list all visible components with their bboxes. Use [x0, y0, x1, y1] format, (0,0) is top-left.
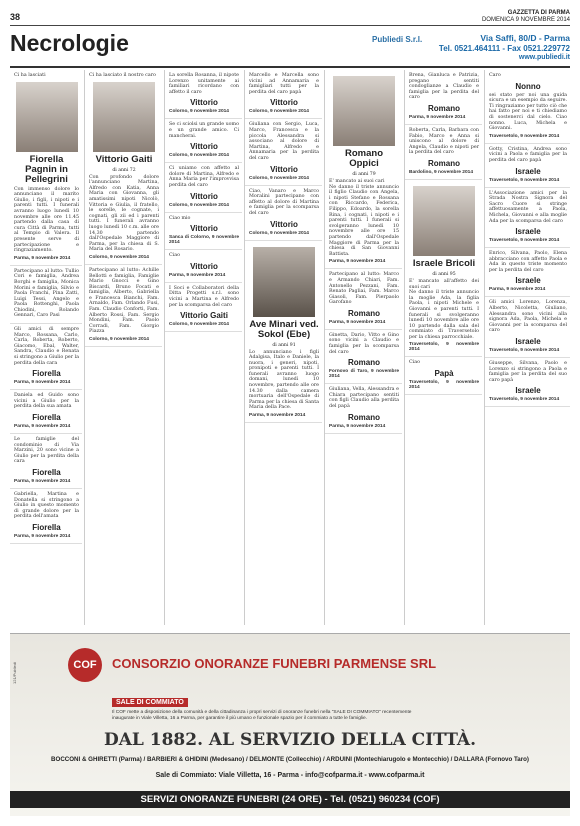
notice-text: L'Associazione amici per la Strada Nostra Signora del Sacro Cuore si stringe affettuosamente a Paola, Michela, Giovanni e alla moglie Ada per la scomparsa del caro — [489, 190, 567, 224]
remembered-name: Romano — [428, 158, 460, 168]
obituary-notice — [10, 434, 82, 489]
obituary-notice — [165, 119, 242, 163]
notice-text: Ciao, Vanaro e Marco Moralini partecipano con affetto al dolore di Martina e famiglia per la scomparsa del caro — [249, 188, 319, 216]
notice-place-date: Traversetolo, 9 novembre 2014 — [489, 177, 560, 183]
publiedi-website[interactable]: www.publiedi.it — [518, 54, 570, 61]
notice-text: E' mancato ai suoi cari — [329, 179, 385, 184]
notice-place-date: Colorno, 9 novembre 2014 — [89, 254, 149, 260]
obituary-column-2 — [84, 70, 162, 625]
obituary-notice — [325, 384, 402, 433]
page-header — [10, 10, 570, 26]
obituary-notice — [405, 70, 482, 125]
cof-logo: COF — [68, 648, 102, 682]
remembered-name: Fiorella — [32, 369, 61, 379]
ad-hall-label: SALE DI COMMIATO — [112, 698, 188, 707]
notice-place-date: Parma, 9 novembre 2014 — [329, 259, 386, 265]
deceased-photo — [333, 76, 395, 146]
obituary-column-6 — [404, 70, 482, 625]
notice-text: La sorella Rosanna, il nipote Lorenzo unitamente ai familiari ricordano con affetto il caro — [169, 73, 239, 95]
notice-place-date: Traversetolo, 9 novembre 2014 — [409, 342, 479, 353]
obituary-column-4 — [244, 70, 322, 625]
obituary-notice — [10, 489, 82, 544]
notice-text: Ginetta, Dario, Vitto e Gino sono vicini a Claudio e famiglia per la scomparsa del caro — [329, 332, 399, 355]
obituary-notice — [485, 358, 570, 407]
obituary-notice — [85, 70, 162, 265]
deceased-name: Vittorio Gaiti — [95, 153, 153, 165]
publiedi-phone: Tel. 0521.464111 - Fax 0521.229772 — [438, 44, 570, 53]
notice-place-date: Parma, 9 novembre 2014 — [14, 533, 71, 539]
notice-place-date: Bardolino, 9 novembre 2014 — [409, 169, 473, 175]
deceased-age: di anni 91 — [272, 342, 296, 348]
obituary-notice — [10, 390, 82, 434]
ad-title: CONSORZIO ONORANZE FUNEBRI PARMENSE SRL — [112, 656, 437, 671]
notice-place-date: Parma, 9 novembre 2014 — [14, 424, 71, 429]
remembered-name: Vittorio — [270, 98, 298, 108]
publication-info — [482, 10, 570, 24]
notice-text: Brena, Gianluca e Patrizia, pregano sentiti condoglianze a Claudio e famiglia per la perdita del caro — [409, 73, 479, 101]
notice-place-date: Sanca di Colorno, 9 novembre 2014 — [169, 235, 239, 246]
obituary-column-1 — [10, 70, 82, 625]
obituary-notice — [85, 265, 162, 347]
remembered-name: Vittorio — [190, 191, 218, 201]
notice-place-date: Parma, 9 novembre 2014 — [14, 478, 71, 484]
notice-place-date: Parma, 9 novembre 2014 — [14, 255, 71, 261]
remembered-name: Vittorio — [190, 261, 218, 271]
obituary-notice — [325, 330, 402, 384]
ad-service-phone: SERVIZI ONORANZE FUNEBRI (24 ORE) - Tel. (0521) 960234 (COF) — [10, 791, 570, 808]
notice-text: Caro — [489, 73, 501, 78]
obituary-notice — [165, 70, 242, 119]
remembered-name: Vittorio — [190, 98, 218, 108]
notice-text: Gli amici Lorenzo, Lorenza, Alberto, Nicoletta, Giuliano, Alessandra sono vicini alla signora Ada, Paola, Michela e Giovanni per la scomparsa del caro — [489, 300, 567, 334]
obituary-column-3 — [164, 70, 242, 625]
deceased-name: Israele Bricoli — [412, 257, 476, 269]
notice-place-date: Parma, 9 novembre 2014 — [329, 423, 386, 429]
obituary-column-5 — [324, 70, 402, 625]
section-title: Necrologie — [10, 30, 129, 56]
publiedi-brand: Publiedi S.r.l. — [372, 35, 423, 44]
deceased-age: di anni 72 — [112, 167, 136, 173]
publiedi-advert — [370, 33, 570, 63]
obituary-notice — [485, 144, 570, 188]
notice-place-date: Parma, 9 novembre 2014 — [169, 272, 226, 278]
remembered-name: Vittorio — [270, 219, 298, 229]
deceased-name: Ave Minari ved. Sokol (Ebe) — [249, 318, 319, 340]
notice-text: Le famiglie del condominio di Via Marzini, 20 sono vicine a Giulio per la perdita della cara — [14, 437, 79, 465]
notice-place-date: Traversetolo, 9 novembre 2014 — [489, 397, 560, 403]
obituary-notice — [405, 125, 482, 180]
obituary-notice — [165, 163, 242, 212]
notice-text: Lo annunciano i figli Adalgisa, Italo e Daniele, la nuora, i generi, nipoti, pronipoti e parenti tutti. I funerali avranno luogo domani, lunedì 10 novembre, partendo alle ore 14.30 dalla camera mortuaria dell'Ospedale di Parma per la chiesa di Santa Maria della Pace. — [249, 349, 319, 411]
ad-description: Il COF mette a disposizione della comunità e della cittadinanza i propri servizi di onoranze funebri nella "SALE DI COMMIATO" recentemente inaugurate in Viale Villetta, 16 a Parma, per garantire il più umano e funzionale spazio per il commiato a tutte le famiglie. — [112, 710, 412, 721]
ad-vertical-code: 121/Publiedi — [12, 661, 17, 684]
remembered-name: Israele — [515, 276, 541, 286]
page-number: 38 — [10, 12, 21, 22]
remembered-name: Israele — [515, 227, 541, 237]
notice-text: E' mancato all'affetto dei suoi cari — [409, 278, 479, 290]
deceased-photo — [93, 82, 155, 152]
notice-place-date: Colorno, 9 novembre 2014 — [249, 230, 309, 236]
remembered-name: Fiorella — [32, 522, 61, 532]
notice-text: Se ci sciolsi un grande uomo e un grande amico. Ci mancherai. — [169, 122, 239, 139]
notice-heading: Ci ha lasciati — [14, 73, 46, 78]
notice-text-continued: sei stato per noi una guida sicura e un esempio da seguire. Ti ringraziamo per tutto ciò che hai fatto per noi e ti chiediamo di sostenerci dal cielo. Ciao nonno. Luca, Michela e Giovanni. — [489, 92, 567, 132]
deceased-photo — [253, 247, 315, 317]
notice-text: Con profondo dolore l'annunciano Martina, Alfredo con Katia, Anna Maria con Giovanna, gli amatissimi nipoti Nicolò, Vittoria e Giulia, il fratello, le sorelle, le cognate, i cognati, gli zii ed i parenti tutti. I funerali avranno luogo lunedì 10 c.m. alle ore 14,30 partendo dall'Ospedale Maggiore di Parma, per la chiesa di S. Maria del Rosario. — [89, 174, 159, 253]
deceased-age: di anni 95 — [432, 271, 456, 277]
remembered-name: Fiorella — [32, 413, 61, 422]
remembered-name: Papà — [434, 369, 454, 379]
remembered-name: Romano — [348, 412, 380, 422]
notice-text: Ci uniamo con affetto al dolore di Martina, Alfredo e Anna Maria per l'improvvisa perdita del caro — [169, 166, 239, 188]
notice-place-date: Parma, 9 novembre 2014 — [409, 114, 466, 120]
notice-text: Ciao — [169, 253, 180, 259]
obituary-notice — [165, 250, 242, 283]
notice-place-date: Colorno, 9 novembre 2014 — [169, 322, 229, 328]
remembered-name: Vittorio — [190, 142, 218, 152]
notice-place-date: Colorno, 9 novembre 2014 — [169, 202, 229, 208]
obituary-notice — [485, 248, 570, 297]
notice-heading: Ci ha lasciato il nostro caro — [89, 73, 156, 78]
publication-name: GAZZETTA DI PARMA — [507, 10, 570, 16]
deceased-photo — [413, 186, 475, 256]
remembered-name: Vittorio Gaiti — [180, 311, 228, 321]
notice-text: Partecipano al lutto: Achille Bellotti e famiglia, Famiglie Mario Gnocci e Gino Biscardi, Bruno Focati e famiglia, Alberto, Gabriella e Francesca Bianchi, Fam. Arnaldo, Fam. Orlando Fusi, Fam. Claudio Conforti, Fam. Alberto Rossi, Fam. Sergio Mondini, Fam. Paolo Corradi, Fam. Giorgio Piazza — [89, 267, 159, 335]
obituary-notice — [245, 186, 322, 241]
obituary-notice — [405, 180, 482, 358]
notice-text: Gli amici di sempre Marco, Rossana, Carlo, Carla, Roberta, Roberto, Giacomo, Ebal, Walter, Sandra, Claudio e Renata si stringono a Giulio per la perdita della cara — [14, 327, 79, 366]
notice-place-date: Traversetolo, 9 novembre 2014 — [489, 133, 560, 139]
deceased-name: Romano Oppici — [345, 148, 383, 169]
obituary-notice — [405, 357, 482, 395]
notice-place-date: Parma, 9 novembre 2014 — [489, 287, 546, 293]
publiedi-address: Via Saffi, 80/D - Parma — [480, 33, 570, 43]
obituary-notice — [165, 283, 242, 332]
remembered-name: Vittorio — [190, 224, 218, 234]
notice-place-date: Colorno, 9 novembre 2014 — [169, 109, 229, 115]
deceased-name: Fiorella Pagnin in Pellegrini — [25, 153, 68, 185]
obituary-notice — [165, 213, 242, 251]
remembered-name: Romano — [348, 308, 380, 318]
notice-place-date: Traversetolo, 9 novembre 2014 — [489, 238, 560, 244]
remembered-name: Nonno — [515, 81, 541, 91]
notice-text: Enrico, Silvana, Paolo, Elena abbracciano con affetto Paola e Ada in questo triste momento per la perdita del caro — [489, 251, 567, 273]
notice-text-continued: Ne danno il triste annuncio la moglie Ada, la figlia Paola, i nipoti Michele e Giovanni e parenti tutti. I funerali si svolgeranno lunedì 10 novembre alle ore 10 partendo dalla sala del commiato di Traversetolo per la chiesa parrocchiale. — [409, 290, 479, 340]
notice-place-date: Colorno, 9 novembre 2014 — [89, 337, 149, 343]
notice-text: Daniela ed Guido sono vicini a Giulio per la perdita della sua amata — [14, 393, 79, 410]
ad-members: BOCCONI & GHIRETTI (Parma) / BARBIERI & GHIDINI (Medesano) / DELMONTE (Collecchio) / ARDUINI (Montechiarugolo e Montecchio) / DALLARA (Fornovo Taro) — [51, 756, 529, 763]
notice-text-continued: Ne danno il triste annuncio il figlio Claudio con Angela, i nipoti Stefano e Rossana con Riccardo, Federica, Filippo, Edoardo, la sorella Rina, i cognati, i nipoti e i parenti tutti. I funerali si svolgeranno lunedì 10 novembre alle ore 15 partendo dall'Ospedale Maggiore di Parma per la chiesa di San Giovanni Battista. — [329, 184, 399, 257]
notice-text: Partecipano al lutto: Tullio Cori e famiglia, Andrea Borghi e famiglia, Monica Morini e famiglia, Silvio e Paola Franchi, Pina Zatti, Luigi Tessi, Angelo e Paola Rottenghi, Paola Chiodini, Rolando Gennari, Caro Pasi — [14, 268, 79, 319]
obituary-notice — [10, 324, 82, 390]
remembered-name: Israele — [515, 166, 541, 176]
obituary-notice — [485, 70, 570, 144]
notice-place-date: Parma, 9 novembre 2014 — [14, 380, 71, 386]
deceased-age: di anni 79 — [352, 172, 376, 177]
ad-slogan: DAL 1882. AL SERVIZIO DELLA CITTÀ. — [103, 730, 477, 750]
remembered-name: Romano — [348, 358, 380, 368]
deceased-photo — [16, 82, 78, 152]
obituary-notice — [485, 188, 570, 249]
notice-place-date: Colorno, 9 novembre 2014 — [249, 109, 309, 115]
funeral-consortium-ad — [10, 633, 570, 816]
notice-place-date: Colorno, 9 novembre 2014 — [169, 153, 229, 159]
ad-sede: Sale di Commiato: Viale Villetta, 16 - Parma - info@cofparma.it - www.cofparma.it — [155, 772, 425, 779]
notice-text: Gotty, Cristina, Andrea sono vicini a Paola e famiglia per la perdita del caro papà — [489, 146, 567, 163]
remembered-name: Fiorella — [32, 467, 61, 477]
notice-text: Giuliana con Sergio, Luca, Marco, Francesca e la piccola Alessandra si associano al dolore di Martina, Alfredo e Annamaria per la perdita del caro — [249, 122, 319, 161]
notice-place-date: Colorno, 9 novembre 2014 — [249, 175, 309, 181]
notice-text: I Soci e Collaboratori della Ditta Progetti s.r.l. sono vicini a Martina e Alfredo per la scomparsa del caro — [169, 285, 239, 308]
remembered-name: Romano — [428, 103, 460, 113]
obituary-notice — [325, 70, 402, 269]
notice-text: Ciao mio — [169, 215, 191, 221]
notice-text: Partecipano al lutto: Marco e Armando Chiari, Fam. Antonello Pezzani, Fam. Renato Pagliai, Fam. Marco Giasoli, Fam. Pierpaolo Garofano — [329, 272, 399, 306]
publication-date: DOMENICA 9 NOVEMBRE 2014 — [481, 17, 570, 23]
obituary-notice — [245, 241, 322, 424]
notice-place-date: Parma, 9 novembre 2014 — [329, 319, 386, 325]
notice-text: Gabriella, Martina e Donatella si stringono a Giulio in questo momento di grande dolore per la perdita dell'amata — [14, 491, 79, 520]
obituary-notice — [325, 269, 402, 330]
notice-text: Roberta, Carla, Barbara con Fabio, Marco e Anna si uniscono al dolore di Angela, Claudio e nipoti per la perdita del caro — [409, 127, 479, 156]
notice-place-date: Traversetolo, 9 novembre 2014 — [489, 348, 560, 354]
notice-text: Ciao — [409, 360, 420, 366]
remembered-name: Vittorio — [270, 164, 298, 174]
notice-place-date: Traversetolo, 9 novembre 2014 — [409, 380, 479, 391]
obituary-notice — [245, 70, 322, 119]
obituary-notice — [10, 266, 82, 324]
notice-text: Giuseppe, Silvana, Paolo e Lorenzo si stringono a Paola e famiglia per la perdita del suo caro papà — [489, 361, 567, 383]
obituary-notice — [245, 119, 322, 185]
obituary-notice — [485, 297, 570, 358]
notice-place-date: Parma, 9 novembre 2014 — [249, 413, 306, 419]
remembered-name: Israele — [515, 337, 541, 347]
notice-text: Marcello e Marcella sono vicini ad Annamaria e famigliari tutti per la perdita del caro papà — [249, 73, 319, 95]
obituary-column-7 — [484, 70, 570, 625]
obituary-notice — [10, 70, 82, 266]
title-rule — [10, 66, 570, 68]
notice-text: Con immenso dolore lo annunciano il marito Giulio, i figli, i nipoti e i parenti tutti. I funerali avranno luogo lunedì 10 novembre alle ore 11.45 partendo dalla casa di cura Città di Parma, tutti al Tempio di Valera. Il presente serve di partecipazione e ringraziamento. — [14, 186, 79, 254]
notice-text: Giuliana, Vella, Alessandra e Chiara partecipano sentiti con figli Claudio alla perdita del papà — [329, 387, 399, 410]
notice-place-date: Fornovo di Taro, 9 novembre 2014 — [329, 369, 399, 380]
remembered-name: Israele — [515, 386, 541, 396]
